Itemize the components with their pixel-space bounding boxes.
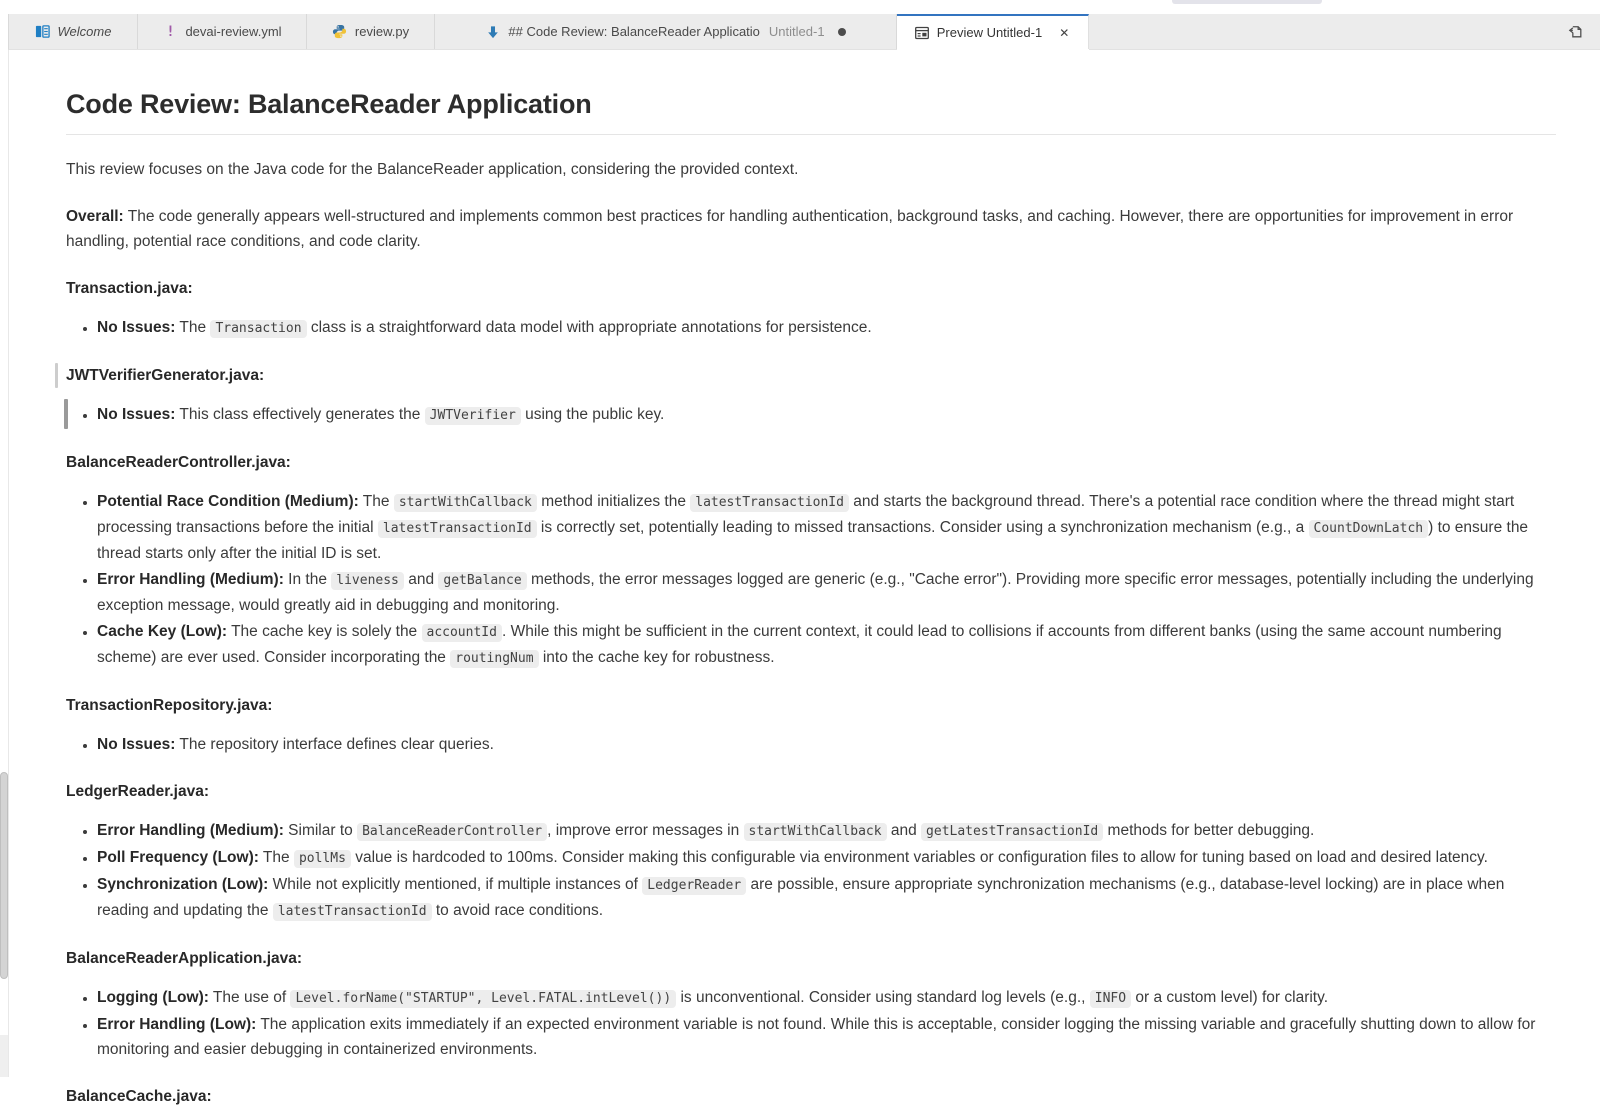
tab-devai-review-yml[interactable] <box>138 14 307 49</box>
list-item <box>97 845 1556 871</box>
scrollbar-thumb[interactable] <box>0 772 8 979</box>
code-span: Level.forName("STARTUP", Level.FATAL.intLevel()) <box>290 990 676 1008</box>
code-span: getBalance <box>438 572 526 590</box>
text-run: The <box>175 319 211 336</box>
bold-run: Error Handling (Medium): <box>97 571 284 588</box>
section-heading: BalanceReaderApplication.java: <box>66 950 303 967</box>
issue-list <box>66 402 1556 428</box>
bold-run: Synchronization (Low): <box>97 876 269 893</box>
markdown-preview <box>9 50 1600 1105</box>
overall-paragraph <box>66 204 1556 254</box>
code-span: pollMs <box>294 850 351 868</box>
tab-label: Welcome <box>57 24 112 39</box>
text-run: class is a straightforward data model with appropriate annotations for persistence. <box>306 319 872 336</box>
list-item <box>97 489 1556 566</box>
code-span: startWithCallback <box>394 494 537 512</box>
issue-list <box>66 315 1556 341</box>
bold-run: Poll Frequency (Low): <box>97 849 259 866</box>
welcome-icon <box>35 24 51 40</box>
bold-run: Error Handling (Medium): <box>97 822 284 839</box>
code-span: CountDownLatch <box>1309 520 1429 538</box>
doc-title: Code Review: BalanceReader Application <box>66 88 1556 135</box>
text-run: methods for better debugging. <box>1103 822 1315 839</box>
tab-review-py[interactable] <box>307 14 435 49</box>
tab-code-review-markdown[interactable] <box>435 14 897 49</box>
code-span: latestTransactionId <box>690 494 849 512</box>
code-span: INFO <box>1090 990 1131 1008</box>
text-run: While not explicitly mentioned, if multiple instances of <box>268 876 643 893</box>
text-run: is correctly set, potentially leading to missed transactions. Consider using a synchronization mechanism (e.g., a <box>536 519 1309 536</box>
text-run: The use of <box>208 989 291 1006</box>
section-heading: LedgerReader.java: <box>66 783 210 800</box>
bold-run: Overall: <box>66 208 124 225</box>
tab-label: ## Code Review: BalanceReader Applicatio <box>508 24 760 39</box>
text-run: The application exits immediately if an expected environment variable is not found. While this is acceptable, consider logging the missing variable and gracefully shutting down to allow for monitoring and easier debugging in containerized environments. <box>97 1016 1536 1058</box>
tab-label: review.py <box>354 24 410 39</box>
section-heading: Transaction.java: <box>66 280 193 297</box>
modified-dot <box>838 28 846 36</box>
code-span: liveness <box>331 572 404 590</box>
tab-filename: Untitled-1 <box>768 24 825 39</box>
section-heading: BalanceCache.java: <box>66 1088 212 1105</box>
bold-run: Error Handling (Low): <box>97 1016 257 1033</box>
list-item <box>97 818 1556 844</box>
text-run: The <box>358 493 394 510</box>
tab-welcome[interactable] <box>9 14 138 49</box>
text-run: value is hardcoded to 100ms. Consider making this configurable via environment variables or configuration files to allow for tuning based on load and desired latency. <box>350 849 1488 866</box>
text-run: and <box>403 571 439 588</box>
issue-list <box>66 732 1556 757</box>
text-run: methods, the error messages logged are generic (e.g., "Cache error"). Providing more specific error messages, potentially including the underlying exception message, would greatly aid in debugging and monitoring. <box>97 571 1534 614</box>
tab-label: Preview Untitled-1 <box>936 25 1043 40</box>
yaml-warning-icon: ! <box>166 23 175 40</box>
list-item <box>97 567 1556 618</box>
text-run: The cache key is solely the <box>227 623 422 640</box>
list-item <box>97 619 1556 671</box>
text-run: and <box>886 822 922 839</box>
python-icon <box>332 24 348 40</box>
list-item <box>97 1012 1556 1062</box>
code-span: accountId <box>422 624 502 642</box>
left-edge-strip <box>0 1035 8 1077</box>
text-run: using the public key. <box>520 406 665 423</box>
code-span: routingNum <box>450 650 538 668</box>
code-span: Transaction <box>210 320 306 338</box>
text-run: The repository interface defines clear queries. <box>175 736 494 753</box>
section-heading: JWTVerifierGenerator.java: <box>66 363 1556 388</box>
text-run: and starts the background thread. There's a potential race condition where the thread might start processing transactions before the initial <box>97 493 1515 536</box>
text-run: ) to ensure the thread starts only after the initial ID is set. <box>97 519 1529 562</box>
bold-run: Logging (Low): <box>97 989 209 1006</box>
text-run: or a custom level) for clarity. <box>1131 989 1329 1006</box>
section-heading: BalanceReaderController.java: <box>66 454 291 471</box>
issue-list <box>66 818 1556 924</box>
text-run: is unconventional. Consider using standard log levels (e.g., <box>676 989 1090 1006</box>
code-span: getLatestTransactionId <box>921 823 1103 841</box>
text-run: into the cache key for robustness. <box>538 649 775 666</box>
code-span: BalanceReaderController <box>357 823 547 841</box>
list-item <box>97 985 1556 1011</box>
text-run: The code generally appears well-structured and implements common best practices for handling authentication, background tasks, and caching. However, there are opportunities for improvement in error handling, potential race conditions, and code clarity. <box>66 208 1514 250</box>
split-editor-icon[interactable] <box>1566 23 1584 41</box>
issue-list <box>66 985 1556 1062</box>
tab-bar-empty-space <box>1089 14 1600 49</box>
preview-icon <box>914 25 930 41</box>
text-run: In the <box>283 571 332 588</box>
list-item <box>97 732 1556 757</box>
code-span: LedgerReader <box>642 877 746 895</box>
text-run: The <box>258 849 294 866</box>
text-run: , improve error messages in <box>547 822 744 839</box>
bold-run: No Issues: <box>97 406 176 423</box>
text-run: Similar to <box>283 822 358 839</box>
text-run: This review focuses on the Java code for the BalanceReader application, considering the provided context. <box>66 161 799 178</box>
tab-label: devai-review.yml <box>185 24 282 39</box>
text-run: are possible, ensure appropriate synchronization mechanisms (e.g., database-level locking) are in place when reading and updating the <box>97 876 1505 919</box>
bold-run: No Issues: <box>97 736 176 753</box>
bold-run: No Issues: <box>97 319 176 336</box>
text-run: . While this might be sufficient in the current context, it could lead to collisions if accounts from different banks (using the same account numbering scheme) are ever used. Consider incorporating the <box>97 623 1502 666</box>
bold-run: Cache Key (Low): <box>97 623 228 640</box>
code-span: JWTVerifier <box>425 407 521 425</box>
code-span: latestTransactionId <box>273 903 432 921</box>
bold-run: Potential Race Condition (Medium): <box>97 493 359 510</box>
list-item <box>97 402 1556 428</box>
window-title-pill <box>1172 0 1322 4</box>
code-span: startWithCallback <box>744 823 887 841</box>
text-run: This class effectively generates the <box>175 406 425 423</box>
intro-paragraph <box>66 157 1556 182</box>
code-span: latestTransactionId <box>378 520 537 538</box>
issue-list <box>66 489 1556 671</box>
editor-tab-bar <box>8 14 1600 50</box>
markdown-icon <box>485 24 501 40</box>
list-item <box>97 872 1556 924</box>
list-item <box>97 315 1556 341</box>
section-heading: TransactionRepository.java: <box>66 697 273 714</box>
text-run: method initializes the <box>536 493 691 510</box>
text-run: to avoid race conditions. <box>431 902 604 919</box>
close-icon[interactable]: ✕ <box>1059 25 1070 40</box>
tab-preview-untitled-1[interactable] <box>897 14 1089 49</box>
